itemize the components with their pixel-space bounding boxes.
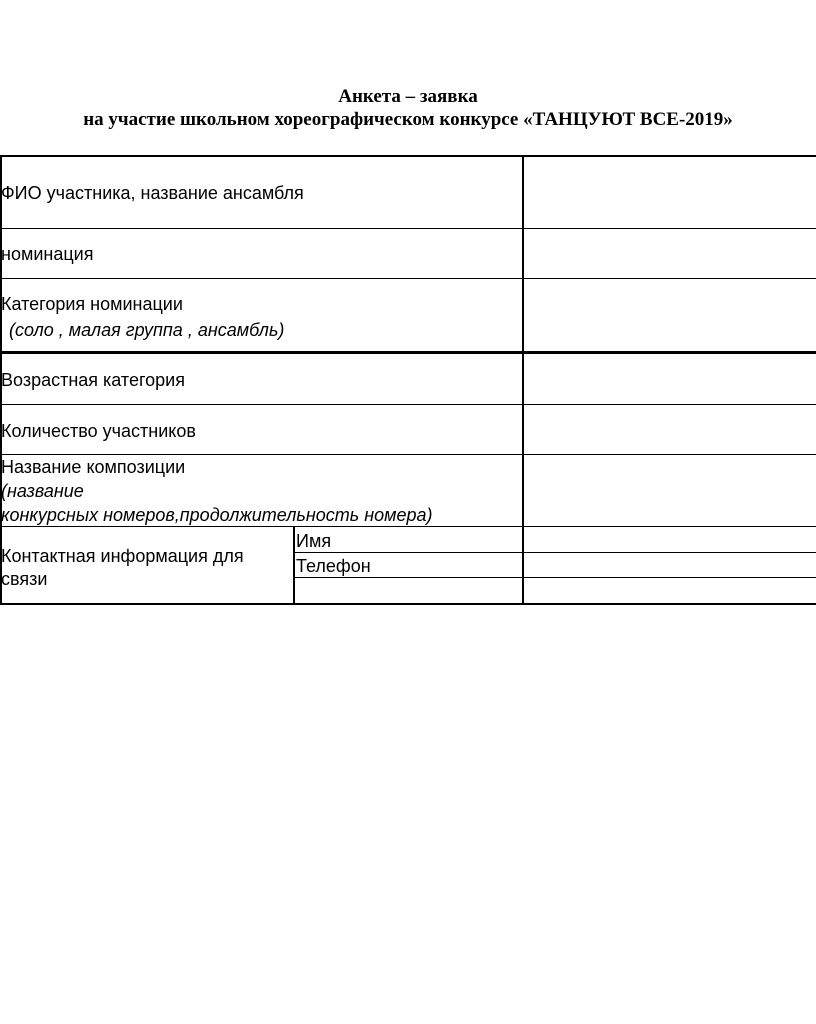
nomination-input[interactable] [526, 229, 814, 278]
contact-column-divider [293, 526, 295, 605]
nomination-label: номинация [1, 244, 94, 264]
contact-name-input[interactable] [526, 527, 814, 552]
contact-extra-input[interactable] [526, 578, 814, 603]
application-form-table [0, 155, 816, 605]
contact-phone-input[interactable] [526, 553, 814, 577]
table-border-bottom [0, 603, 816, 605]
composition-label: Название композиции [1, 457, 186, 477]
contact-info-label-line1: Контактная информация для [1, 546, 244, 566]
composition-hint-line1: (название [1, 481, 84, 501]
participants-count-input[interactable] [526, 405, 814, 454]
form-subtitle: на участие школьном хореографическом конкурсе «ТАНЦУЮТ ВСЕ-2019» [83, 109, 733, 130]
category-label: Категория номинации [1, 294, 183, 314]
column-divider [522, 155, 524, 605]
category-input[interactable] [526, 279, 814, 351]
age-category-input[interactable] [526, 354, 814, 404]
category-hint: (соло , малая группа , ансамбль) [9, 320, 285, 340]
composition-input[interactable] [526, 455, 814, 526]
participants-count-label: Количество участников [1, 421, 196, 441]
form-title: Анкета – заявка [338, 86, 478, 107]
fio-input[interactable] [526, 157, 814, 228]
age-category-label: Возрастная категория [1, 370, 185, 390]
composition-hint-line2: конкурсных номеров,продолжительность номера) [1, 505, 433, 525]
fio-label: ФИО участника, название ансамбля [1, 183, 304, 203]
contact-info-label-line2: связи [1, 569, 48, 589]
contact-name-label: Имя [296, 531, 332, 551]
contact-phone-label: Телефон [296, 556, 371, 576]
